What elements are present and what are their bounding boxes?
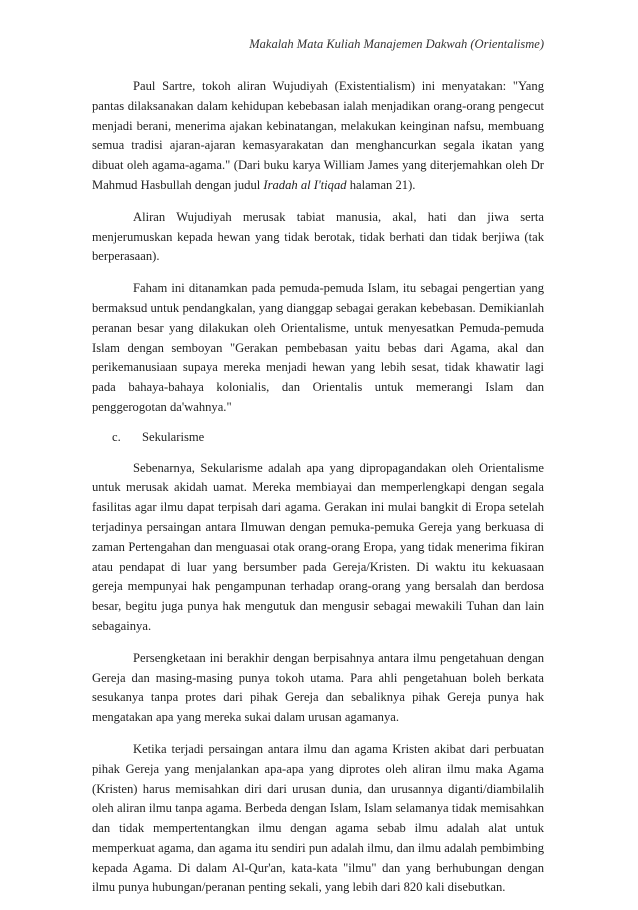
paragraph-wujudiyah: Aliran Wujudiyah merusak tabiat manusia, akal, hati dan jiwa serta menjerumuskan kepada hewan yang tidak berotak, tidak berhati dan tidak berjiwa (tak berperasaan). <box>92 209 544 264</box>
paragraph-text: Paul Sartre, tokoh aliran Wujudiyah (Existentialism) ini menyatakan: "Yang pantas dilaksanakan dalam kehidupan kebebasan ialah menjadikan orang-orang pengecut menjadi berani, menerima ajakan kebinatangan, melakukan keinginan nafsu, membuang semua tradisi ajaran-ajaran kemasyarakatan dan menghancurkan segala ikatan yang dibuat oleh agama-agama." (Dari buku karya William James yang diterjemahkan oleh Dr Mahmud Hasbullah dengan judul <box>92 79 544 192</box>
section-marker: c. <box>112 429 121 444</box>
section-title: Sekularisme <box>142 429 205 444</box>
running-header: Makalah Mata Kuliah Manajemen Dakwah (Orientalisme) <box>249 37 544 51</box>
paragraph-persaingan: Ketika terjadi persaingan antara ilmu dan agama Kristen akibat dari perbuatan pihak Gereja yang menjalankan apa-apa yang diprotes oleh aliran ilmu maka Agama (Kristen) harus memisahkan diri dari urusan dunia, dan urusannya diganti/diambilalih oleh aliran ilmu tanpa agama. Berbeda dengan Islam, Islam selamanya tidak memisahkan dan tidak mempertentangkan ilmu dengan agama sebab ilmu adalah alat untuk memperkuat agama, dan agama itu sendiri pun adalah ilmu, dan ilmu adalah pembimbing kepada Agama. Di dalam Al-Qur'an, kata-kata "ilmu" dan yang berhubungan dengan ilmu punya hubungan/peranan penting sekali, yang lebih dari 820 kali disebutkan. <box>92 741 544 895</box>
section-heading <box>92 428 544 448</box>
paragraph-sartre-quote <box>92 77 544 196</box>
paragraph-persengketaan: Persengketaan ini berakhir dengan berpisahnya antara ilmu pengetahuan dengan Gereja dan masing-masing punya tokoh utama. Para ahli pengetahuan boleh berkata sesukanya tanpa protes dari pihak Gereja dan sebaliknya pihak Gereja punya hak mengatakan apa yang mereka sukai dalam urusan agamanya. <box>92 650 544 725</box>
paragraph-sekularisme: Sebenarnya, Sekularisme adalah apa yang dipropagandakan oleh Orientalisme untuk merusak akidah uamat. Mereka membiayai dan memperlengkapi dengan segala fasilitas agar ilmu dapat terpisah dari agama. Gerakan ini mulai bangkit di Eropa setelah terjadinya persaingan antara Ilmuwan dengan pemuka-pemuka Gereja yang berkuasa di zaman Pertengahan dan menguasai otak orang-orang Eropa, yang tidak menerima fikiran atau pendapat di luar yang bersumber pada Gereja/Kristen. Di waktu itu kekuasaan gereja mempunyai hak pengampunan terhadap orang-orang yang bersalah dan berdosa besar, begitu juga punya hak mengutuk dan mengusir sebagai mewakili Tuhan dan lain sebagainya. <box>92 460 544 633</box>
book-title: Iradah al I'tiqad <box>263 177 347 192</box>
paragraph-faham: Faham ini ditanamkan pada pemuda-pemuda Islam, itu sebagai pengertian yang bermaksud untuk pendangkalan, yang dianggap sebagai gerakan kebebasan. Demikianlah peranan besar yang dilakukan oleh Orientalisme, untuk menyesatkan Pemuda-pemuda Islam dengan semboyan "Gerakan pembebasan yaitu bebas dari Agama, akal dan perikemanusiaan supaya mereka menjadi hewan yang lebih sesat, tidak khawatir lagi pada bahaya-bahaya kolonialis, dan Orientalis untuk memerangi Islam dan penggerogotan da'wahnya." <box>92 281 544 414</box>
paragraph-text: halaman 21). <box>346 177 416 192</box>
document-body <box>92 77 544 910</box>
